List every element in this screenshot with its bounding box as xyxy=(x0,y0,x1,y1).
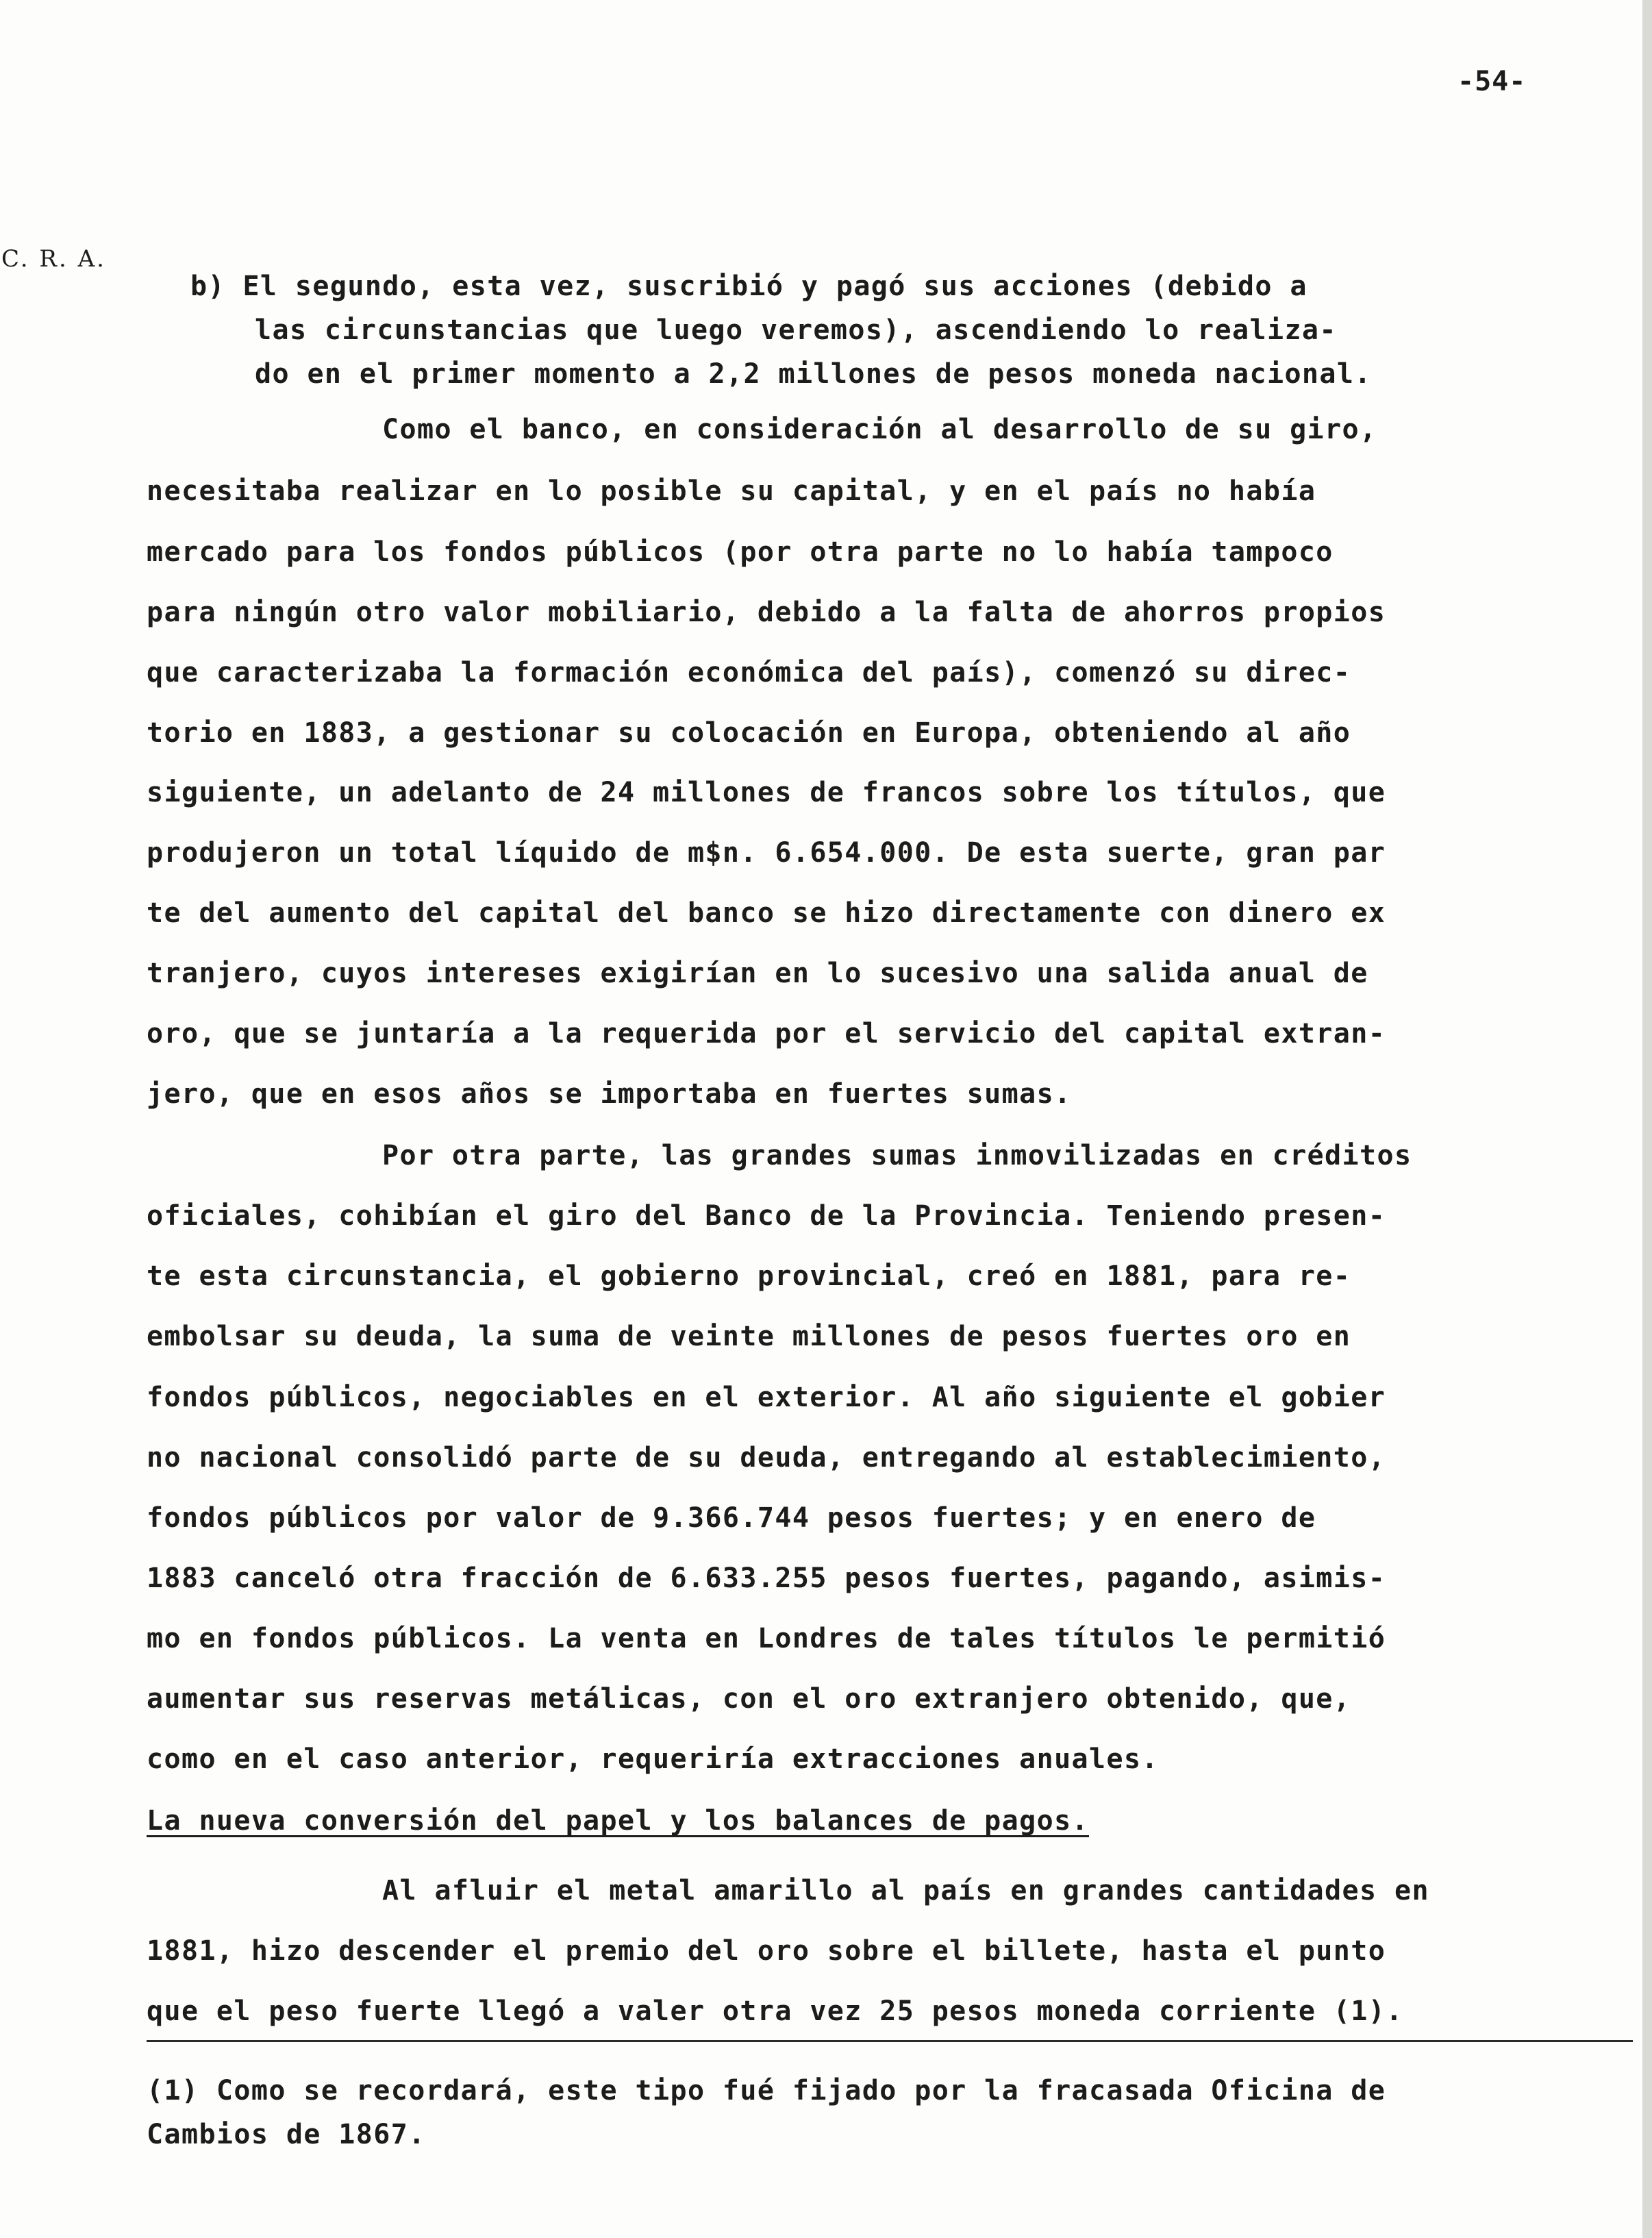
text-line: necesitaba realizar en lo posible su capital, y en el país no había xyxy=(147,475,1316,507)
text-line: 1883 canceló otra fracción de 6.633.255 pesos fuertes, pagando, asimis- xyxy=(147,1563,1386,1594)
text-line: no nacional consolidó parte de su deuda, entregando al establecimiento, xyxy=(147,1442,1386,1474)
text-line: siguiente, un adelanto de 24 millones de francos sobre los títulos, que xyxy=(147,777,1386,808)
section-heading: La nueva conversión del papel y los balances de pagos. xyxy=(147,1805,1090,1837)
text-line: Al afluir el metal amarillo al país en grandes cantidades en xyxy=(382,1875,1429,1906)
text-line: tranjero, cuyos intereses exigirían en lo sucesivo una salida anual de xyxy=(147,958,1368,989)
page-number: -54- xyxy=(1457,66,1527,97)
text-line: b) El segundo, esta vez, suscribió y pagó sus acciones (debido a xyxy=(190,271,1307,302)
text-line: aumentar sus reservas metálicas, con el oro extranjero obtenido, que, xyxy=(147,1683,1351,1715)
text-line: Por otra parte, las grandes sumas inmovilizadas en créditos xyxy=(382,1140,1412,1171)
text-line: mo en fondos públicos. La venta en Londres de tales títulos le permitió xyxy=(147,1623,1386,1654)
text-line: torio en 1883, a gestionar su colocación en Europa, obteniendo al año xyxy=(147,717,1351,749)
text-line: oro, que se juntaría a la requerida por el servicio del capital extran- xyxy=(147,1018,1386,1049)
text-line: 1881, hizo descender el premio del oro sobre el billete, hasta el punto xyxy=(147,1935,1386,1967)
margin-note: C. R. A. xyxy=(1,245,106,273)
text-line: fondos públicos por valor de 9.366.744 pesos fuertes; y en enero de xyxy=(147,1502,1316,1534)
text-line: fondos públicos, negociables en el exterior. Al año siguiente el gobier xyxy=(147,1382,1386,1413)
text-line: produjeron un total líquido de m$n. 6.654.000. De esta suerte, gran par xyxy=(147,837,1386,869)
text-line: oficiales, cohibían el giro del Banco de la Provincia. Teniendo presen- xyxy=(147,1200,1386,1232)
footnote-separator xyxy=(147,2040,1633,2042)
page-edge-shadow xyxy=(1642,0,1652,2238)
text-line: do en el primer momento a 2,2 millones de pesos moneda nacional. xyxy=(255,358,1372,390)
text-line: mercado para los fondos públicos (por otra parte no lo había tampoco xyxy=(147,536,1334,568)
text-line: te del aumento del capital del banco se hizo directamente con dinero ex xyxy=(147,897,1386,929)
footnote-line: (1) Como se recordará, este tipo fué fijado por la fracasada Oficina de xyxy=(147,2075,1386,2106)
text-line: como en el caso anterior, requeriría extracciones anuales. xyxy=(147,1743,1159,1775)
text-line: te esta circunstancia, el gobierno provincial, creó en 1881, para re- xyxy=(147,1260,1351,1292)
text-line: para ningún otro valor mobiliario, debido a la falta de ahorros propios xyxy=(147,597,1386,628)
footnote-line: Cambios de 1867. xyxy=(147,2119,426,2150)
text-line: Como el banco, en consideración al desarrollo de su giro, xyxy=(382,414,1377,445)
text-line: que caracterizaba la formación económica del país), comenzó su direc- xyxy=(147,657,1351,688)
text-line: embolsar su deuda, la suma de veinte millones de pesos fuertes oro en xyxy=(147,1321,1351,1352)
text-line: jero, que en esos años se importaba en fuertes sumas. xyxy=(147,1078,1072,1110)
text-line: que el peso fuerte llegó a valer otra vez 25 pesos moneda corriente (1). xyxy=(147,1995,1403,2027)
text-line: las circunstancias que luego veremos), ascendiendo lo realiza- xyxy=(255,314,1337,346)
